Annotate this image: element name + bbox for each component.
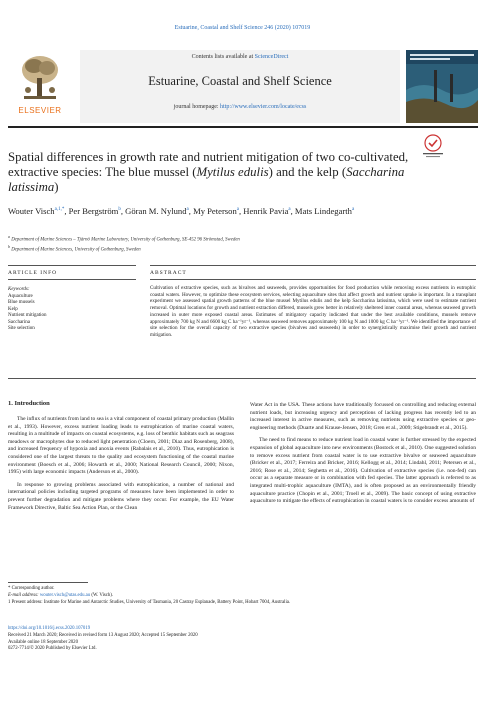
check-for-updates-icon[interactable] xyxy=(420,133,446,159)
section-rule xyxy=(8,265,136,266)
author-name[interactable]: My Peterson xyxy=(193,205,237,216)
author-list: Wouter Visch$^{a,1,*}$, Per Bergström$^b$, Göran M. Nylund$^a$, My Peterson$^a$, Henrik Pavia$^a$, Mats Lindegarth$^a$ xyxy=(8,205,355,216)
sciencedirect-link[interactable]: ScienceDirect xyxy=(254,54,289,60)
homepage-prefix: journal homepage: xyxy=(173,104,221,110)
received-dates: Received 21 March 2020; Received in revised form 13 August 2020; Accepted 15 September 2020 xyxy=(8,632,198,638)
publisher-name: ELSEVIER xyxy=(18,106,62,115)
keyword-item: Kelp xyxy=(8,306,18,312)
email-note: E-mail address: wouter.visch@utas.edu.au (W. Visch). xyxy=(8,592,114,598)
elsevier-logo[interactable] xyxy=(8,52,72,120)
affiliation-line: $^b$ Department of Marine Sciences, University of Gothenburg, Sweden xyxy=(8,244,141,253)
section-rule xyxy=(150,265,476,266)
publication-info xyxy=(8,626,478,653)
author-affiliation-marker[interactable]: a xyxy=(288,207,291,212)
journal-masthead-box xyxy=(80,50,400,123)
homepage-link[interactable]: http://www.elsevier.com/locate/ecss xyxy=(220,104,307,110)
author-affiliation-marker[interactable]: b xyxy=(118,207,121,212)
email-link[interactable]: wouter.visch@utas.edu.au xyxy=(39,592,91,598)
journal-title: Estuarine, Coastal and Shelf Science xyxy=(148,74,332,88)
author-name[interactable]: Mats Lindegarth xyxy=(294,205,352,216)
keyword-item: Nutrient mitigation xyxy=(8,313,47,318)
present-address-note: 1 Present address: Institute for Marine and Antarctic Studies, University of Tasmania, 20 Castray Esplanade, Battery Point, Hobart 7004, Australia. xyxy=(8,599,291,605)
abstract-text: Cultivation of extractive species, such as bivalves and seaweeds, provides opportunities for food production while removing excess nutrients in eutrophic coastal waters. However, to optimize these ecosystem services, selecting aquaculture sites that affect growth and nutrient uptake is important. In a transplant experiment we assessed spatial growth patterns of the blue mussel Mytilus edulis and the kelp Saccharina latissima, which were used to estimate nutrient removal. Optimal locations for growth and nutrient extraction differed, mussels grew better in relatively sheltered inner coastal areas, whereas seaweed growth increased in outer more exposed coastal areas. Estimates of mitigatory capacity indicated that under the best available conditions, mussels remove approximately 700 kg N and 6600 kg C ha⁻¹yr⁻¹, whereas seaweed removes approximately 100 kg N and 1000 kg C ha⁻¹yr⁻¹. We identified the importance of site selection for the overall capacity of two extractive species (bivalves and seaweeds) in order to synergistically maximise their growth and nutrient mitigation. xyxy=(150,285,476,338)
homepage-line xyxy=(80,104,400,110)
contents-line xyxy=(80,54,400,60)
body-paragraph: In response to growing problems associated with eutrophication, a number of national and international policies including targeted programs of measures have been implemented in order to prevent further degradation and mitigate problems where they occur. For example, the EU Water Framework Directive, Baltic Sea Action Plan, or the Clean xyxy=(8,481,234,511)
doi-link[interactable]: https://doi.org/10.1016/j.ecss.2020.107019 xyxy=(8,626,91,631)
copyright: 0272-7714/© 2020 Published by Elsevier Ltd. xyxy=(8,646,97,652)
footnotes xyxy=(8,586,478,606)
journal-cover-icon[interactable] xyxy=(406,50,478,123)
author-name[interactable]: Göran M. Nylund xyxy=(125,205,187,216)
keywords-block xyxy=(8,287,128,333)
article-info-heading: ARTICLE INFO xyxy=(8,270,58,276)
available-date: Available online 18 September 2020 xyxy=(8,639,78,645)
footnote-rule xyxy=(8,582,88,583)
keyword-item: Site selection xyxy=(8,326,35,331)
abstract-heading: ABSTRACT xyxy=(150,270,187,276)
keyword-item: Saccharina xyxy=(8,319,30,325)
elsevier-tree-icon xyxy=(16,52,64,104)
article-title: Spatial differences in growth rate and nutrient mitigation of two co-cultivated, extractive species: The blue mussel (Mytilus edulis) and the kelp (Saccharina latissima) xyxy=(8,150,409,194)
section-heading: 1. Introduction xyxy=(8,400,50,407)
affiliation-line: $^a$ Department of Marine Sciences – Tjärnö Marine Laboratory, University of Gothenburg, SE-452 96 Strömstad, Sweden xyxy=(8,234,240,243)
body-column-right xyxy=(250,402,476,511)
corresponding-author-note: * Corresponding author. xyxy=(8,586,55,591)
section-rule xyxy=(8,378,476,379)
author-affiliation-marker[interactable]: a xyxy=(186,207,189,212)
section-rule xyxy=(8,279,136,280)
body-paragraph: Water Act in the USA. These actions have traditionally focussed on controlling and reducing external nutrient loads, but increasing urgency and perceptions of lacking progress has recently led to an increased interest in active measures, such as removing nutrients using extractive species or geo-engineering methods (Duarte and Krause-Jensen, 2018; Gren et al., 2009; Stigebrandt et al., 2015). xyxy=(250,402,476,431)
author-name[interactable]: Per Bergström xyxy=(68,205,119,216)
masthead-rule xyxy=(8,126,478,128)
journal-reference[interactable]: Estuarine, Coastal and Shelf Science 246 (2020) 107019 xyxy=(174,25,311,31)
keyword-item: Blue mussels xyxy=(8,300,35,305)
section-rule xyxy=(150,279,476,280)
keyword-list xyxy=(8,294,128,333)
author-name[interactable]: Henrik Pavia xyxy=(243,205,289,216)
author-affiliation-marker[interactable]: a xyxy=(236,207,239,212)
author-name[interactable]: Wouter Visch xyxy=(8,205,55,216)
author-affiliation-marker[interactable]: a xyxy=(351,207,355,212)
body-paragraph: The influx of nutrients from land to sea is a vital component of coastal primary production (Mallin et al., 1993). However, excess nutrient loading leads to eutrophication of marine coastal waters, resulting in a multitude of impacts on coastal ecosystems, e.g. loss of benthic habitats such as seagrass meadows or macrophytes due to reduced light penetration (Cloern, 2001; Diaz and Rosenberg, 2008), and increased frequency of hypoxia and anoxia events (Rabalais et al., 2010). Thus, eutrophication is considered one of the largest threats to the quality and ecosystem functioning of the coastal marine environment (Boesch et al., 2006; Howarth et al., 2000; National Research Council, 2000; Nixon, 1995) with large economic impacts (Anderson et al., 2000). xyxy=(8,416,234,476)
contents-prefix: Contents lists available at xyxy=(191,54,255,60)
author-affiliation-marker[interactable]: a,1,* xyxy=(54,207,65,212)
masthead xyxy=(8,50,478,123)
keywords-label: Keywords: xyxy=(8,287,30,292)
keyword-item: Aquaculture xyxy=(8,293,33,299)
body-paragraph: The need to find means to reduce nutrient load in coastal water is further stressed by the expected expansion of global aquaculture into new environments (Bostock et al., 2010). One suggested solution to remove excess nutrient from coastal water is to use extractive bivalve or seaweed aquaculture (Bricker et al., 2017; Ferreira and Bricker, 2016; Kellogg et al., 2014; Lindahl, 2011; Petersen et al., 2016; Rose et al., 2014; Seghetta et al., 2016). Cultivation of extractive species (i.e. non-fed) can occur as a separate measure or in combination with fed species. The latter approach is referred to as integrated multi-trophic aquaculture (IMTA), and is often proposed as an environmentally friendly aquaculture practice (Chopin et al., 2001; Troell et al., 2009). The basic concept of using extractive aquaculture to mitigate the effects of eutrophication in coastal waters is to consider excess amounts of xyxy=(250,437,476,505)
affiliations xyxy=(8,234,448,254)
body-column-left xyxy=(8,416,234,517)
